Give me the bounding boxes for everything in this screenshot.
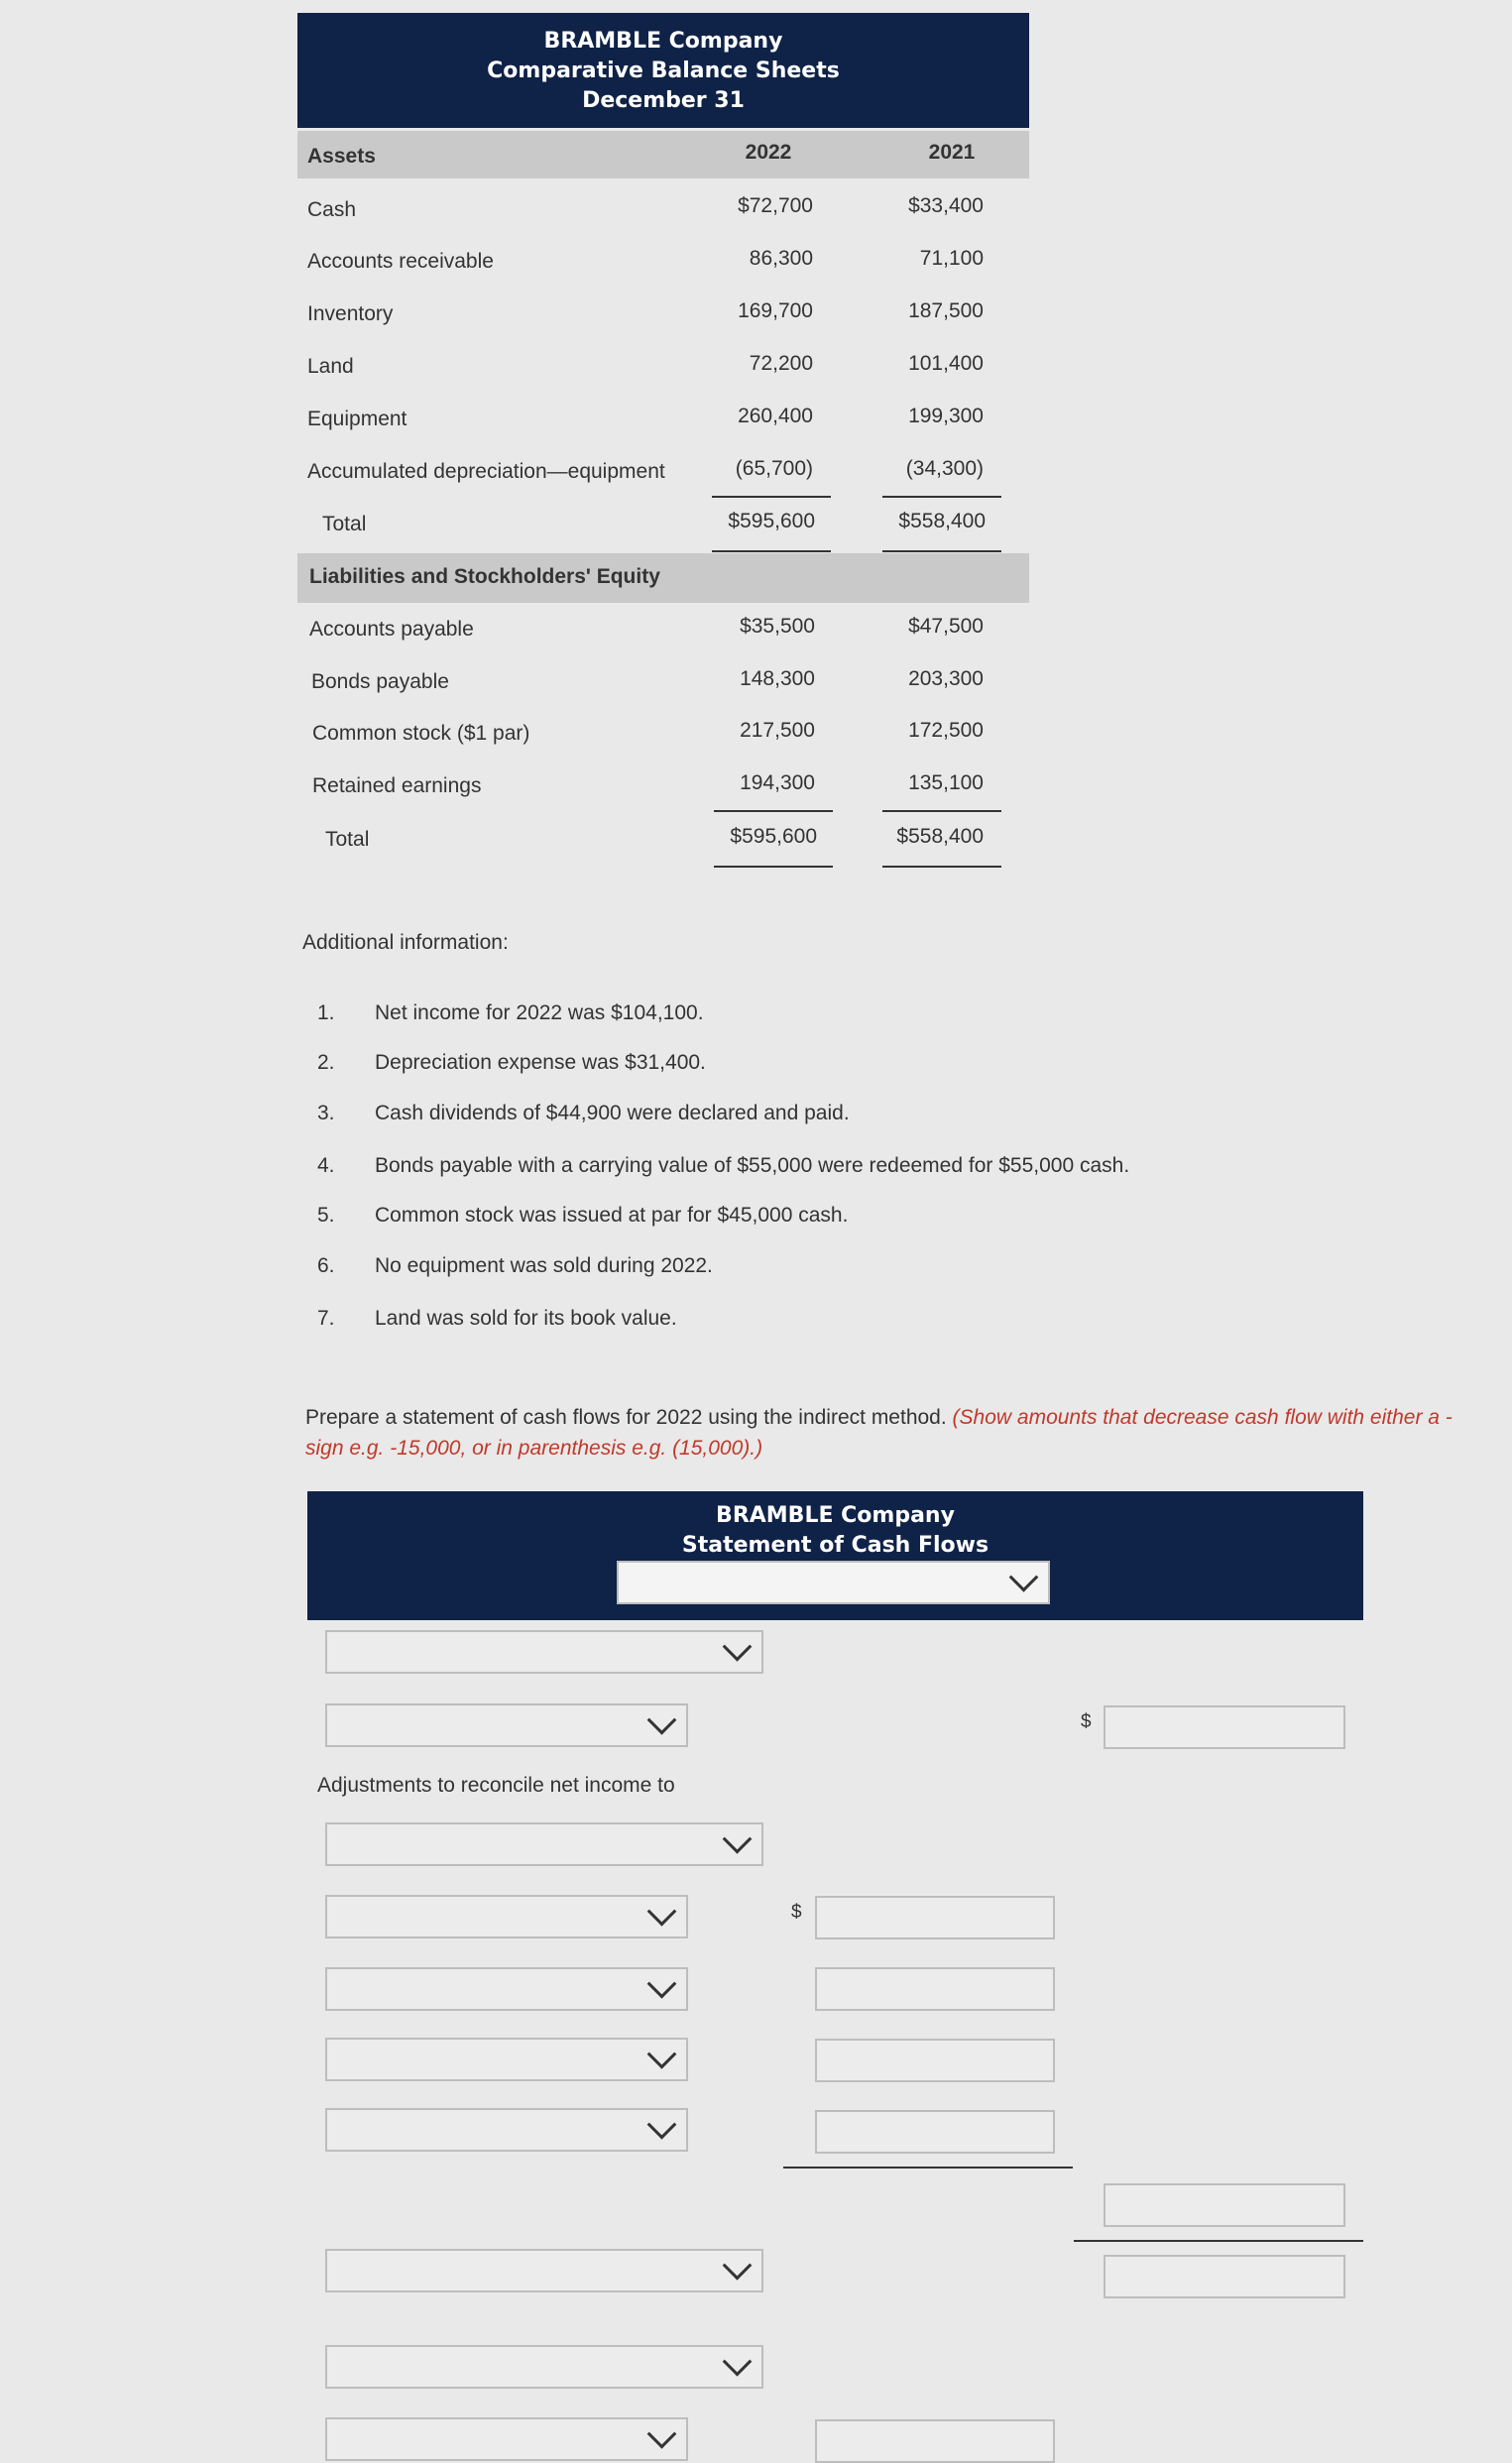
company-name: BRAMBLE Company	[543, 29, 783, 54]
list-number: 3.	[317, 1102, 335, 1124]
value-2021: (34,300)	[905, 457, 984, 480]
value-2021: 71,100	[919, 247, 984, 270]
adjustments-select[interactable]	[325, 1822, 763, 1866]
row-label: Bonds payable	[311, 670, 449, 693]
value-2021: 199,300	[908, 405, 984, 427]
assets-heading: Assets	[307, 145, 376, 168]
chevron-down-icon	[723, 2347, 753, 2377]
total-2021: $558,400	[896, 825, 984, 848]
value-2022: 169,700	[738, 299, 813, 322]
value-2022: 194,300	[740, 771, 815, 794]
adjustment-amount-input[interactable]	[815, 2039, 1055, 2082]
value-2021: 203,300	[908, 667, 984, 690]
operating-total-select[interactable]	[325, 2249, 763, 2292]
total-label: Total	[325, 828, 370, 851]
total-2022: $595,600	[730, 825, 817, 848]
value-2021: 187,500	[908, 299, 984, 322]
investing-heading-select[interactable]	[325, 2345, 763, 2389]
row-label: Equipment	[307, 408, 407, 430]
chevron-down-icon	[647, 2040, 677, 2069]
row-label: Retained earnings	[312, 774, 482, 797]
row-label: Inventory	[307, 302, 394, 325]
value-2022: 217,500	[740, 719, 815, 742]
list-number: 6.	[317, 1254, 335, 1277]
adjustment-amount-input[interactable]	[815, 1967, 1055, 2011]
value-2021: $47,500	[908, 615, 984, 638]
list-item: Net income for 2022 was $104,100.	[375, 1001, 704, 1024]
total-rule	[714, 866, 833, 868]
list-item: Land was sold for its book value.	[375, 1307, 677, 1330]
adjustment-amount-input[interactable]	[815, 2110, 1055, 2154]
adjustment-amount-input[interactable]	[815, 1896, 1055, 1939]
list-item: Common stock was issued at par for $45,000 cash.	[375, 1204, 849, 1227]
chevron-down-icon	[723, 1824, 753, 1854]
balance-sheet-header	[297, 13, 1029, 128]
chevron-down-icon	[647, 1897, 677, 1927]
adjustment-item-select[interactable]	[325, 2038, 688, 2081]
total-rule	[882, 866, 1001, 868]
section-heading-select[interactable]	[325, 1630, 763, 1674]
value-2022: 72,200	[749, 352, 813, 375]
subtotal-rule	[714, 810, 833, 812]
total-rule	[712, 550, 831, 552]
adjustments-label: Adjustments to reconcile net income to	[317, 1774, 675, 1797]
value-2022: $35,500	[740, 615, 815, 638]
instruction-note: (Show amounts that decrease cash flow with either a - sign e.g. -15,000, or in parenthesis e.g. (15,000).)	[305, 1406, 1453, 1460]
investing-item-select[interactable]	[325, 2417, 688, 2461]
chevron-down-icon	[647, 1969, 677, 1999]
liabilities-heading: Liabilities and Stockholders' Equity	[309, 565, 660, 588]
subtotal-rule	[882, 810, 1001, 812]
row-label: Cash	[307, 198, 357, 221]
row-label: Accounts receivable	[307, 250, 494, 273]
additional-info-heading: Additional information:	[302, 931, 509, 954]
total-2022: $595,600	[728, 510, 815, 532]
dollar-sign: $	[1081, 1711, 1092, 1732]
subtotal-rule	[783, 2167, 1073, 2169]
total-rule	[882, 550, 1001, 552]
total-2021: $558,400	[898, 510, 986, 532]
chevron-down-icon	[1009, 1563, 1039, 1592]
chevron-down-icon	[723, 1632, 753, 1662]
chevron-down-icon	[647, 2419, 677, 2449]
adjustment-item-select[interactable]	[325, 2108, 688, 2152]
list-item: No equipment was sold during 2022.	[375, 1254, 713, 1277]
list-number: 2.	[317, 1051, 335, 1074]
value-2021: 101,400	[908, 352, 984, 375]
row-label: Land	[307, 355, 354, 378]
total-label: Total	[322, 513, 367, 535]
value-2022: 86,300	[749, 247, 813, 270]
value-2021: 172,500	[908, 719, 984, 742]
operating-total-input[interactable]	[1104, 2255, 1345, 2298]
row-label: Common stock ($1 par)	[312, 722, 530, 745]
investing-amount-input[interactable]	[815, 2419, 1055, 2463]
total-rule	[1074, 2240, 1363, 2242]
value-2022: $72,700	[738, 194, 813, 217]
chevron-down-icon	[647, 2110, 677, 2140]
net-income-label-select[interactable]	[325, 1703, 688, 1747]
subtotal-rule	[882, 496, 1001, 498]
net-income-amount-input[interactable]	[1104, 1705, 1345, 1749]
row-label: Accumulated depreciation—equipment	[307, 460, 665, 483]
value-2021: 135,100	[908, 771, 984, 794]
value-2022: 148,300	[740, 667, 815, 690]
subtotal-rule	[712, 496, 831, 498]
list-number: 5.	[317, 1204, 335, 1227]
value-2022: (65,700)	[735, 457, 813, 480]
column-2021: 2021	[928, 141, 976, 164]
adjustment-item-select[interactable]	[325, 1967, 688, 2011]
period-select[interactable]	[617, 1561, 1050, 1604]
instruction-main: Prepare a statement of cash flows for 2022 using the indirect method.	[305, 1406, 947, 1429]
instruction-text	[305, 1402, 1495, 1464]
value-2021: $33,400	[908, 194, 984, 217]
sheet-date: December 31	[582, 88, 745, 113]
chevron-down-icon	[647, 1705, 677, 1735]
list-number: 4.	[317, 1154, 335, 1177]
total-adjustments-input[interactable]	[1104, 2183, 1345, 2227]
row-label: Accounts payable	[309, 618, 474, 641]
cf-title: Statement of Cash Flows	[681, 1533, 989, 1558]
chevron-down-icon	[723, 2251, 753, 2281]
adjustment-item-select[interactable]	[325, 1895, 688, 1938]
list-number: 1.	[317, 1001, 335, 1024]
column-2022: 2022	[745, 141, 792, 164]
list-item: Depreciation expense was $31,400.	[375, 1051, 706, 1074]
dollar-sign: $	[791, 1902, 802, 1923]
cf-company-name: BRAMBLE Company	[716, 1503, 955, 1528]
value-2022: 260,400	[738, 405, 813, 427]
list-number: 7.	[317, 1307, 335, 1330]
list-item: Bonds payable with a carrying value of $55,000 were redeemed for $55,000 cash.	[375, 1154, 1130, 1177]
sheet-title: Comparative Balance Sheets	[487, 59, 840, 83]
list-item: Cash dividends of $44,900 were declared and paid.	[375, 1102, 850, 1124]
